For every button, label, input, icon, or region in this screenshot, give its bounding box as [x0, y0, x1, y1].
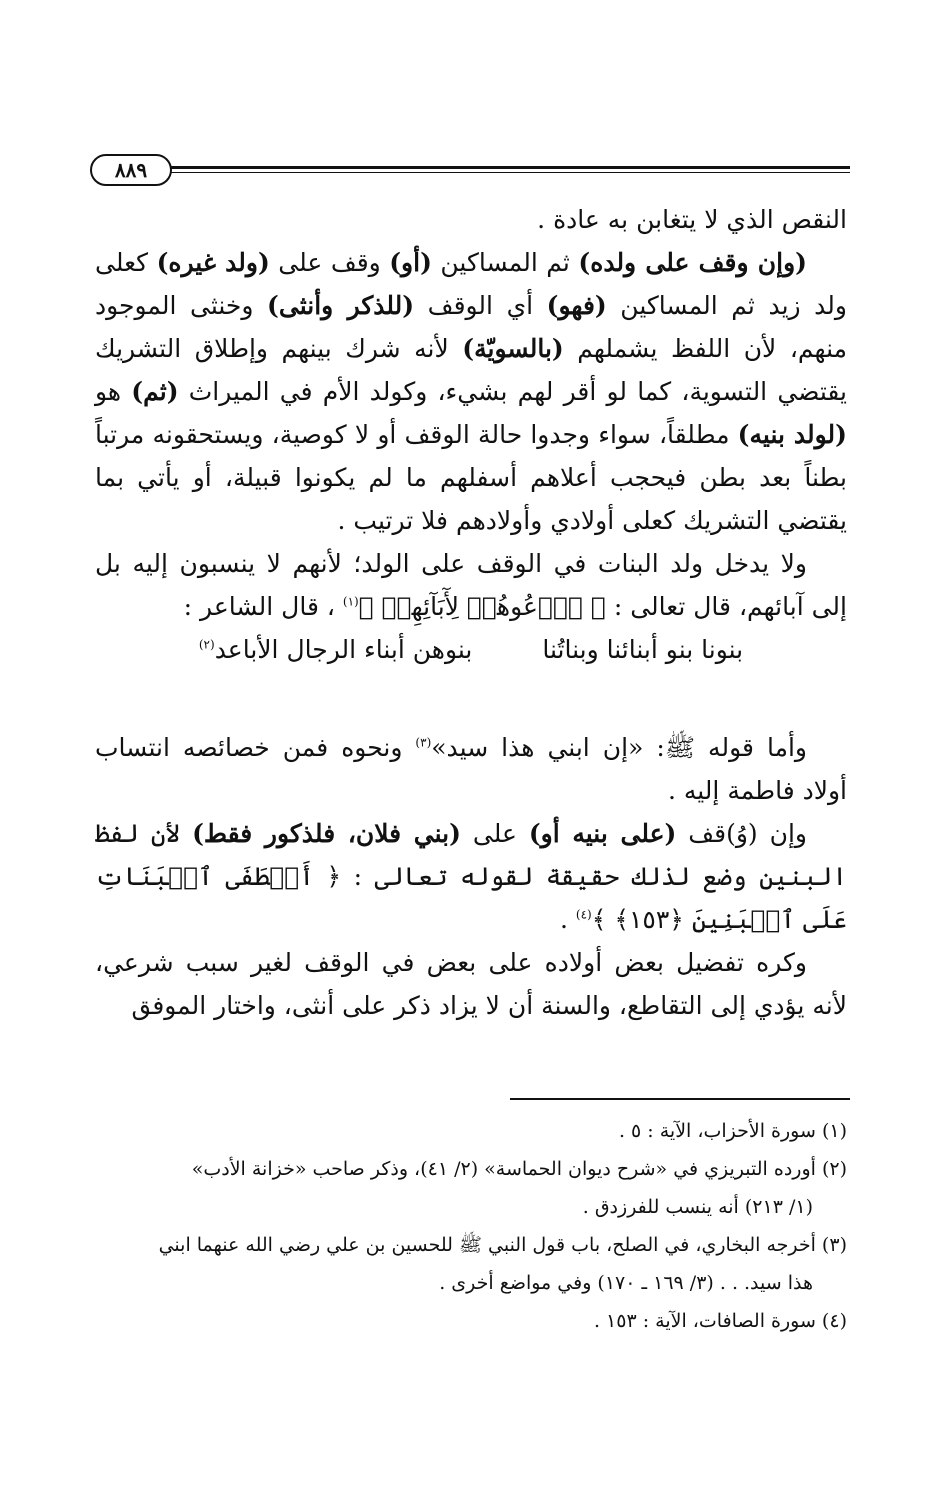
paragraph-5 [95, 812, 847, 941]
footnote-3: (٣) أخرجه البخاري، في الصلح، باب قول النبي ﷺ للحسين بن علي رضي الله عنهما ابني [158, 1234, 847, 1256]
paragraph-text: . [559, 905, 576, 934]
paragraph-text: وقف على [269, 248, 390, 277]
main-text [95, 198, 847, 1027]
footnote-3-continued: هذا سيد. . . (٣/ ١٦٩ ـ ١٧٠) وفي مواضع أخرى . [439, 1272, 813, 1294]
bold-term: (لولد بنيه) [737, 420, 848, 449]
footnote-divider [510, 1098, 850, 1100]
footnote-ref: (٣) [415, 735, 432, 750]
bold-term: (أو) [389, 248, 432, 277]
header-rule-thick [170, 166, 850, 169]
paragraph-text: كعلى ولد زيد ثم المساكين [95, 248, 847, 320]
poem-hemistich-2-wrap [199, 628, 473, 671]
bold-term: (وإن وقف على ولده) [578, 248, 808, 277]
paragraph-text: لأن لفظ البنين وضع لذلك حقيقة لقوله تعالى : [95, 819, 847, 891]
paragraph-text: وكره تفضيل بعض أولاده على بعض في الوقف لغير سبب شرعي، لأنه يؤدي إلى التقاطع، والسنة أن لا يزاد ذكر على أنثى، واختار الموفق [95, 948, 847, 1020]
footnote-2-continued: (١/ ٢١٣) أنه ينسب للفرزدق . [582, 1196, 813, 1218]
paragraph-text: ولا يدخل ولد البنات في الوقف على الولد؛ لأنهم لا ينسبون إليه بل إلى آبائهم، قال تعالى : [95, 549, 847, 621]
bold-term: (فهو) [546, 291, 607, 320]
paragraph-4 [95, 726, 847, 812]
quran-verse: ﴿ أَصۡطَفَى ٱلۡبَنَاتِ عَلَى ٱلۡبَنِينَ ﴿١٥٣﴾ ﴾ [95, 862, 847, 934]
header-rule-thin [170, 172, 850, 173]
footnotes [95, 1112, 847, 1340]
bold-term: (بالسويّة) [462, 334, 564, 363]
paragraph-1 [95, 198, 847, 241]
footnote-ref: (٢) [198, 637, 215, 652]
footnote-1: (١) سورة الأحزاب، الآية : ٥ . [618, 1120, 847, 1142]
bold-term: (بني فلان، فلذكور فقط) [192, 819, 461, 848]
poem-verse [95, 628, 847, 671]
bold-term: (ولد غيره) [156, 248, 270, 277]
bold-term: (للذكر وأنثى) [267, 291, 415, 320]
paragraph-text: هو [95, 377, 132, 406]
paragraph-text: وخنثى الموجود منهم، لأن اللفظ يشملهم [95, 291, 848, 363]
paragraph-text: وأما قوله ﷺ: «إن ابني هذا سيد» [431, 733, 807, 762]
poem-hemistich-1: بنونا بنو أبنائنا وبناتُنا [542, 635, 744, 664]
paragraph-text: ونحوه فمن خصائصه انتساب أولاد فاطمة إليه . [95, 733, 847, 805]
paragraph-text: أي الوقف [414, 291, 547, 320]
footnote-2: (٢) أورده التبريزي في «شرح ديوان الحماسة» (٢/ ٤١)، وذكر صاحب «خزانة الأدب» [191, 1158, 847, 1180]
quran-verse: ﴿ ٱدۡعُوهُمۡ لِأٓبَآئِهِمۡ ﴾ [358, 592, 606, 621]
paragraph-text: لأنه شرك بينهم وإطلاق التشريك يقتضي التسوية، كما لو أقر لهم بشيء، وكولد الأم في الميراث [95, 334, 847, 406]
paragraph-text: النقص الذي لا يتغابن به عادة . [537, 205, 847, 234]
paragraph-text: وإن (وُ)قف [676, 819, 807, 848]
page-number: ٨٨٩ [90, 154, 172, 186]
paragraph-text: ثم المساكين [431, 248, 579, 277]
footnote-ref: (١) [342, 594, 359, 609]
bold-term: (على بنيه أو) [528, 819, 677, 848]
page-header [90, 152, 850, 186]
paragraph-text: على [460, 819, 529, 848]
paragraph-6 [95, 941, 847, 1027]
paragraph-text: ، قال الشاعر : [183, 592, 343, 621]
paragraph-3 [95, 542, 847, 628]
paragraph-text: مطلقاً، سواء وجدوا حالة الوقف أو لا كوصية، ويستحقونه مرتباً بطناً بعد بطن فيحجب أعلاهم أسفلهم ما لم يكونوا قبيلة، أو يأتي بما يقتضي التشريك كعلى أولادي وأولادهم فلا ترتيب . [95, 420, 847, 535]
bold-term: (ثم) [131, 377, 179, 406]
paragraph-2 [95, 241, 847, 542]
footnote-ref: (٤) [575, 907, 592, 922]
poem-hemistich-2: بنوهن أبناء الرجال الأباعد [214, 635, 473, 664]
footnote-4: (٤) سورة الصافات، الآية : ١٥٣ . [593, 1310, 847, 1332]
